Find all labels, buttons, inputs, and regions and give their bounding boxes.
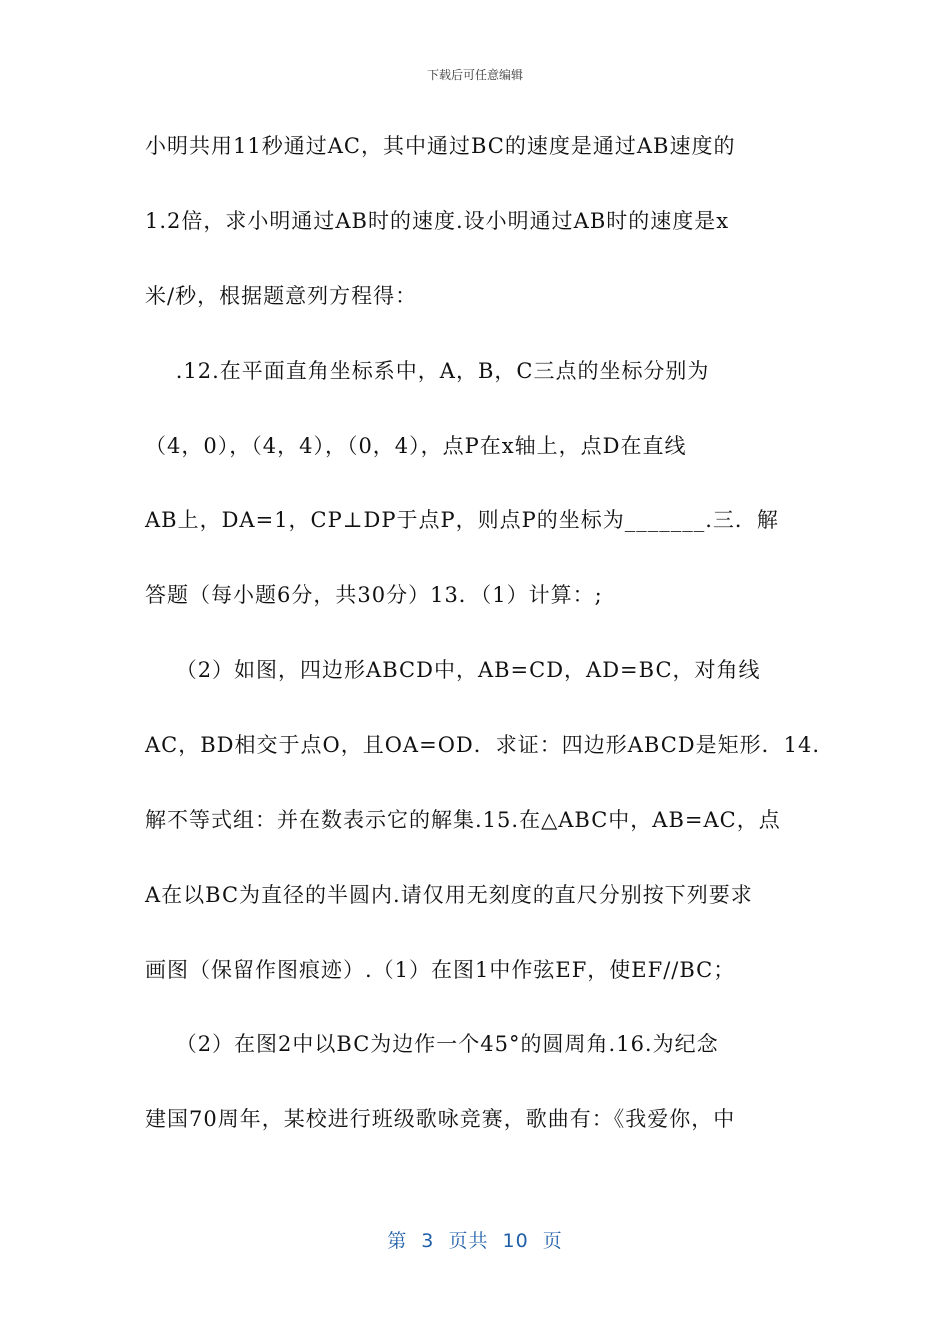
body-line-8: （2）如图，四边形ABCD中，AB=CD，AD=BC，对角线 [145,658,761,682]
page-number: 第 3 页共 10 页 [387,1230,563,1252]
body-line-2: 1.2倍，求小明通过AB时的速度.设小明通过AB时的速度是x [145,209,730,233]
header-note: 下载后可任意编辑 [426,68,523,82]
body-line-1: 小明共用11秒通过AC，其中通过BC的速度是通过AB速度的 [145,134,736,158]
body-line-6: AB上，DA=1，CP⊥DP于点P，则点P的坐标为_______.三．解 [145,508,779,532]
body-line-4: .12.在平面直角坐标系中，A，B，C三点的坐标分别为 [145,359,710,383]
body-line-7: 答题（每小题6分，共30分）13．（1）计算：; [145,583,603,607]
body-line-5: （4，0），（4，4），（0，4），点P在x轴上，点D在直线 [145,434,687,458]
body-line-14: 建国70周年，某校进行班级歌咏竞赛，歌曲有：《我爱你，中 [145,1107,736,1131]
body-line-12: 画图（保留作图痕迹）.（1）在图1中作弦EF，使EF//BC； [145,958,736,982]
body-line-10: 解不等式组：并在数表示它的解集.15.在△ABC中，AB=AC，点 [145,808,781,832]
body-line-9: AC，BD相交于点O，且OA=OD．求证：四边形ABCD是矩形．14. [145,733,821,757]
page-footer [0,1226,950,1253]
body-line-11: A在以BC为直径的半圆内.请仅用无刻度的直尺分别按下列要求 [145,883,753,907]
body-line-3: 米/秒，根据题意列方程得： [145,284,418,308]
body-line-13: （2）在图2中以BC为边作一个45°的圆周角.16.为纪念 [145,1032,719,1056]
